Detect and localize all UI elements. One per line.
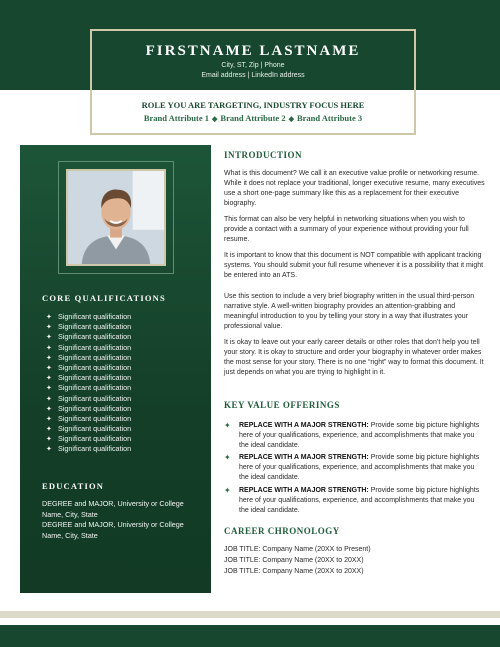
candidate-name: FIRSTNAME LASTNAME — [145, 43, 361, 59]
list-item: ✦ Significant qualification — [46, 353, 131, 363]
star-icon: ✦ — [46, 314, 52, 321]
photo-frame — [58, 161, 174, 274]
intro-paragraph: It is okay to leave out your early career details or other roles that don’t help you tell your story. It is okay to structure and order your biography in whatever order makes the most sense for your story. There is no one “right” way to format this document. It just depends on what you are trying to highlight in it. — [224, 339, 484, 376]
star-icon: ✦ — [46, 344, 52, 352]
list-item: ✦ Significant qualification — [46, 434, 131, 444]
profile-photo — [66, 169, 166, 266]
star-icon: ✦ — [46, 395, 52, 403]
star-icon: ✦ — [224, 486, 231, 495]
core-qualifications-heading: CORE QUALIFICATIONS — [42, 293, 166, 303]
list-item: ✦ Significant qualification — [46, 363, 131, 373]
qualifications-list — [46, 312, 131, 455]
star-icon: ✦ — [224, 453, 231, 462]
diamond-icon: ◆ — [288, 115, 294, 123]
star-icon: ✦ — [46, 436, 52, 444]
star-icon: ✦ — [224, 421, 231, 430]
education-entry: DEGREE and MAJOR, University or College Name, City, State — [42, 499, 184, 519]
job-entry: JOB TITLE: Company Name (20XX to 20XX) — [224, 568, 364, 575]
intro-paragraph: What is this document? We call it an executive value profile or networking resume. While it does not replace your traditional, longer executive resume, many executives use a short one-page summary like this as a replacement for their executive biography. — [224, 170, 485, 207]
target-role: ROLE YOU ARE TARGETING, INDUSTRY FOCUS HERE — [141, 100, 365, 110]
list-item: ✦ Significant qualification — [46, 424, 131, 434]
list-item: ✦ Significant qualification — [46, 332, 131, 342]
sidebar — [20, 145, 211, 593]
education-entry: DEGREE and MAJOR, University or College Name, City, State — [42, 520, 184, 540]
list-item: ✦ Significant qualification — [46, 414, 131, 424]
intro-paragraph: Use this section to include a very brief biography written in the usual third-person narrative style. A well-written biography provides an attention-grabbing and meaningful introduction to you by telling your story in a way that illustrates your professional value. — [224, 293, 475, 330]
key-value-item: ✦ REPLACE WITH A MAJOR STRENGTH: Provide some big picture highlights here of your qualifications, experience, and accomplishments that make you the ideal candidate. — [224, 421, 480, 449]
star-icon: ✦ — [46, 354, 52, 362]
star-icon: ✦ — [46, 375, 52, 383]
contact-email-linkedin: Email address | LinkedIn address — [201, 72, 305, 79]
introduction-heading: INTRODUCTION — [224, 150, 303, 160]
education-heading: EDUCATION — [42, 481, 105, 491]
star-icon: ✦ — [46, 364, 52, 372]
key-value-offerings-heading: KEY VALUE OFFERINGS — [224, 400, 340, 410]
brand-attribute: Brand Attribute 2 — [220, 113, 286, 123]
intro-paragraph: This format can also be very helpful in networking situations when you wish to provide a contact with a summary of your experience without providing your full resume. — [224, 216, 469, 243]
brand-attribute: Brand Attribute 3 — [296, 113, 363, 123]
person-portrait-icon — [68, 171, 164, 264]
header-box — [90, 29, 416, 135]
star-icon: ✦ — [46, 426, 52, 434]
contact-location-phone: City, ST, Zip | Phone — [221, 62, 285, 69]
list-item: ✦ Significant qualification — [46, 383, 131, 393]
star-icon: ✦ — [46, 415, 52, 423]
job-entry: JOB TITLE: Company Name (20XX to 20XX) — [224, 557, 364, 564]
footer-band — [0, 625, 500, 647]
list-item: ✦ Significant qualification — [46, 444, 131, 454]
star-icon: ✦ — [46, 405, 52, 413]
career-chronology-heading: CAREER CHRONOLOGY — [224, 526, 340, 536]
diamond-icon: ◆ — [212, 115, 218, 123]
list-item: ✦ Significant qualification — [46, 394, 131, 404]
key-value-item: ✦ REPLACE WITH A MAJOR STRENGTH: Provide some big picture highlights here of your qualifications, experience, and accomplishments that make you the ideal candidate. — [224, 486, 480, 514]
star-icon: ✦ — [46, 334, 52, 342]
list-item: ✦ Significant qualification — [46, 373, 131, 383]
brand-attribute: Brand Attribute 1 — [143, 113, 210, 123]
job-entry: JOB TITLE: Company Name (20XX to Present) — [224, 546, 371, 553]
footer-rule — [0, 611, 500, 618]
list-item: ✦ Significant qualification — [46, 404, 131, 414]
brand-attributes — [92, 113, 414, 123]
star-icon: ✦ — [46, 385, 52, 393]
star-icon: ✦ — [46, 324, 52, 332]
list-item: ✦ Significant qualification — [46, 343, 131, 353]
list-item: ✦ Significant qualification — [46, 322, 131, 332]
star-icon: ✦ — [46, 446, 52, 454]
list-item: ✦ Significant qualification — [46, 312, 131, 322]
key-value-item: ✦ REPLACE WITH A MAJOR STRENGTH: Provide some big picture highlights here of your qualifications, experience, and accomplishments that make you the ideal candidate. — [224, 453, 480, 481]
intro-paragraph: It is important to know that this document is NOT compatible with applicant tracking systems. You should submit your full resume whenever it is a possibility that it might be entered into an ATS. — [224, 252, 484, 279]
